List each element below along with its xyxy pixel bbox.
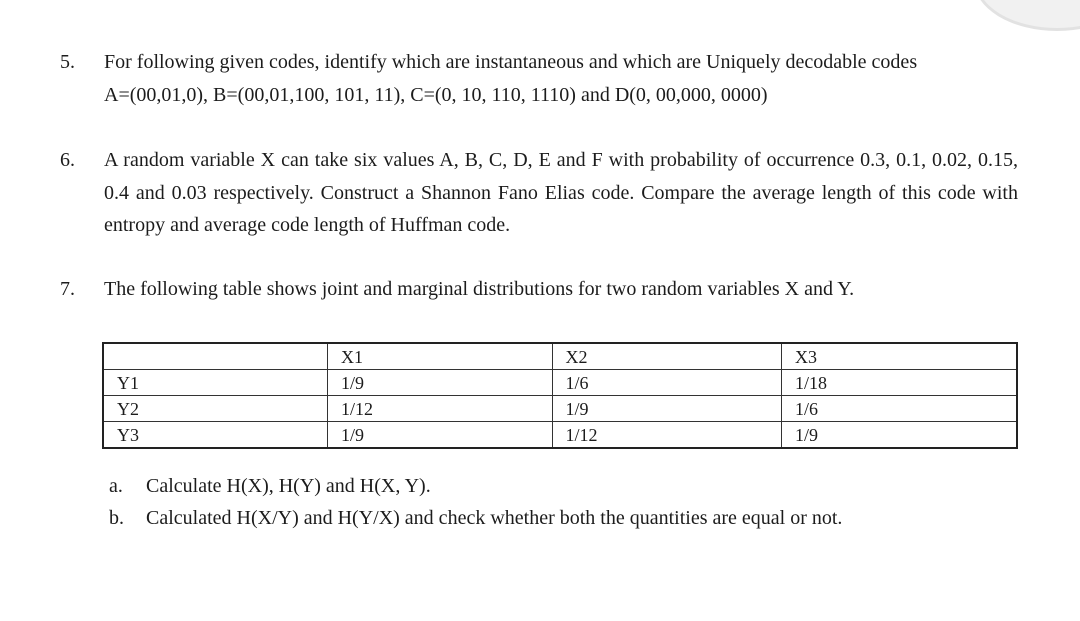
question-5 xyxy=(60,46,1018,111)
question-6 xyxy=(60,144,1018,242)
table-cell: Y3 xyxy=(103,422,327,449)
part-a xyxy=(109,470,1026,502)
table-row xyxy=(103,396,1017,422)
table-header-row xyxy=(103,343,1017,370)
table-row xyxy=(103,422,1017,449)
table-cell: 1/9 xyxy=(782,422,1018,449)
table-cell: X1 xyxy=(327,343,552,370)
table-row xyxy=(103,370,1017,396)
question-text: The following table shows joint and marginal distributions for two random variables X and Y. xyxy=(104,278,855,300)
table-cell xyxy=(103,343,327,370)
table-cell: 1/9 xyxy=(327,422,552,449)
table-cell: Y2 xyxy=(103,396,327,422)
question-text: For following given codes, identify which are instantaneous and which are Uniquely decodable codes xyxy=(104,51,918,73)
part-label: a. xyxy=(109,475,123,497)
table-cell: X2 xyxy=(552,343,782,370)
table-cell: Y1 xyxy=(103,370,327,396)
table-cell: X3 xyxy=(782,343,1018,370)
question-7 xyxy=(60,273,1018,306)
part-label: b. xyxy=(109,507,124,529)
table-cell: 1/18 xyxy=(782,370,1018,396)
code-sets: A=(00,01,0), B=(00,01,100, 101, 11), C=(0, 10, 110, 1110) and D(0, 00,000, 0000) xyxy=(104,83,768,106)
joint-distribution-table xyxy=(102,342,1018,449)
question-text: A random variable X can take six values A, B, C, D, E and F with probability of occurrence 0.3, 0.1, 0.02, 0.15, 0.4 and 0.03 respectively. Construct a Shannon Fano Elias code. Compare the average length of this code with entropy and average code length of Huffman code. xyxy=(104,149,1018,236)
question-number: 5. xyxy=(60,51,75,73)
table-cell: 1/12 xyxy=(327,396,552,422)
question-number: 6. xyxy=(60,149,75,171)
part-text: Calculated H(X/Y) and H(Y/X) and check whether both the quantities are equal or not. xyxy=(146,507,843,529)
table-cell: 1/12 xyxy=(552,422,782,449)
table-cell: 1/6 xyxy=(782,396,1018,422)
table-cell: 1/9 xyxy=(327,370,552,396)
table-cell: 1/9 xyxy=(552,396,782,422)
question-number: 7. xyxy=(60,278,75,300)
part-text: Calculate H(X), H(Y) and H(X, Y). xyxy=(146,475,431,497)
table-cell: 1/6 xyxy=(552,370,782,396)
part-b xyxy=(109,502,1018,535)
